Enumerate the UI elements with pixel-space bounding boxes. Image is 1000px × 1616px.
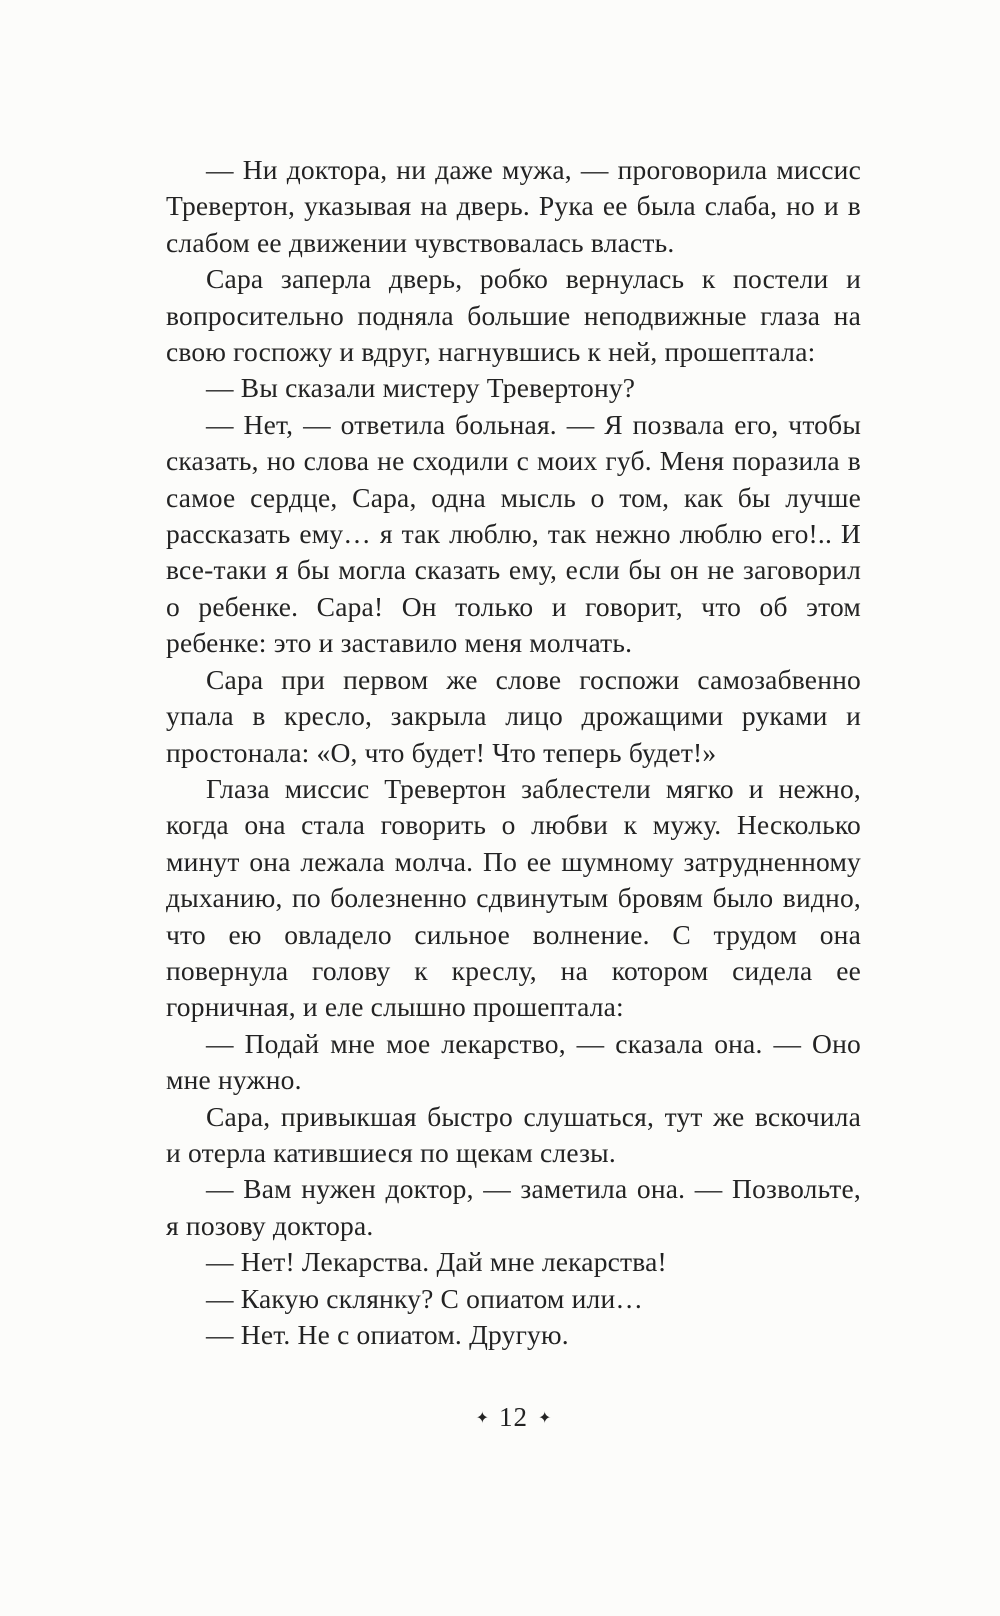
- paragraph: — Подай мне мое лекарство, — сказала она. — Оно мне нужно.: [166, 1027, 861, 1096]
- paragraph: Сара, привыкшая быстро слушаться, тут же вскочила и отерла катившиеся по щекам слезы.: [166, 1100, 861, 1168]
- paragraph: — Ни доктора, ни даже мужа, — проговорила миссис Тревертон, указывая на дверь. Рука ее была слаба, но и в слабом ее движении чувствовалась власть.: [166, 154, 861, 258]
- diamond-ornament-right-icon: ✦: [538, 1410, 552, 1427]
- paragraph: — Нет, — ответила больная. — Я позвала его, чтобы сказать, но слова не сходили с моих губ. Меня поразила в самое сердце, Сара, одна мысль о том, как бы лучше рассказать ему… я так люблю, так нежно люблю его!.. И все-таки я бы могла сказать ему, если бы он не заговорил о ребенке. Сара! Он только и говорит, что об этом ребенке: это и заставило меня молчать.: [166, 408, 861, 659]
- paragraph: — Вы сказали мистеру Тревертону?: [206, 372, 636, 404]
- paragraph: Глаза миссис Тревертон заблестели мягко и нежно, когда она стала говорить о любви к мужу. Несколько минут она лежала молча. По ее шумному затрудненному дыханию, по болезненно сдвинутым бровям было видно, что ею овладело сильное волнение. С трудом она повернула голову к креслу, на котором сидела ее горничная, и еле слышно прошептала:: [166, 772, 861, 1023]
- paragraph: Сара заперла дверь, робко вернулась к постели и вопросительно подняла большие неподвижные глаза на свою госпожу и вдруг, нагнувшись к ней, прошептала:: [166, 263, 861, 368]
- paragraph: — Вам нужен доктор, — заметила она. — Позвольте, я позову доктора.: [166, 1173, 861, 1241]
- paragraph: — Нет. Не с опиатом. Другую.: [206, 1319, 569, 1350]
- paragraph: Сара при первом же слове госпожи самозабвенно упала в кресло, закрыла лицо дрожащими руками и простонала: «О, что будет! Что теперь будет!»: [166, 663, 861, 768]
- paragraph: — Нет! Лекарства. Дай мне лекарства!: [206, 1246, 667, 1278]
- paragraph: — Какую склянку? С опиатом или…: [206, 1282, 644, 1314]
- page-number: 12: [499, 1402, 528, 1432]
- page-text: [166, 152, 861, 1353]
- diamond-ornament-left-icon: ✦: [475, 1410, 489, 1427]
- page-footer: [166, 1402, 861, 1433]
